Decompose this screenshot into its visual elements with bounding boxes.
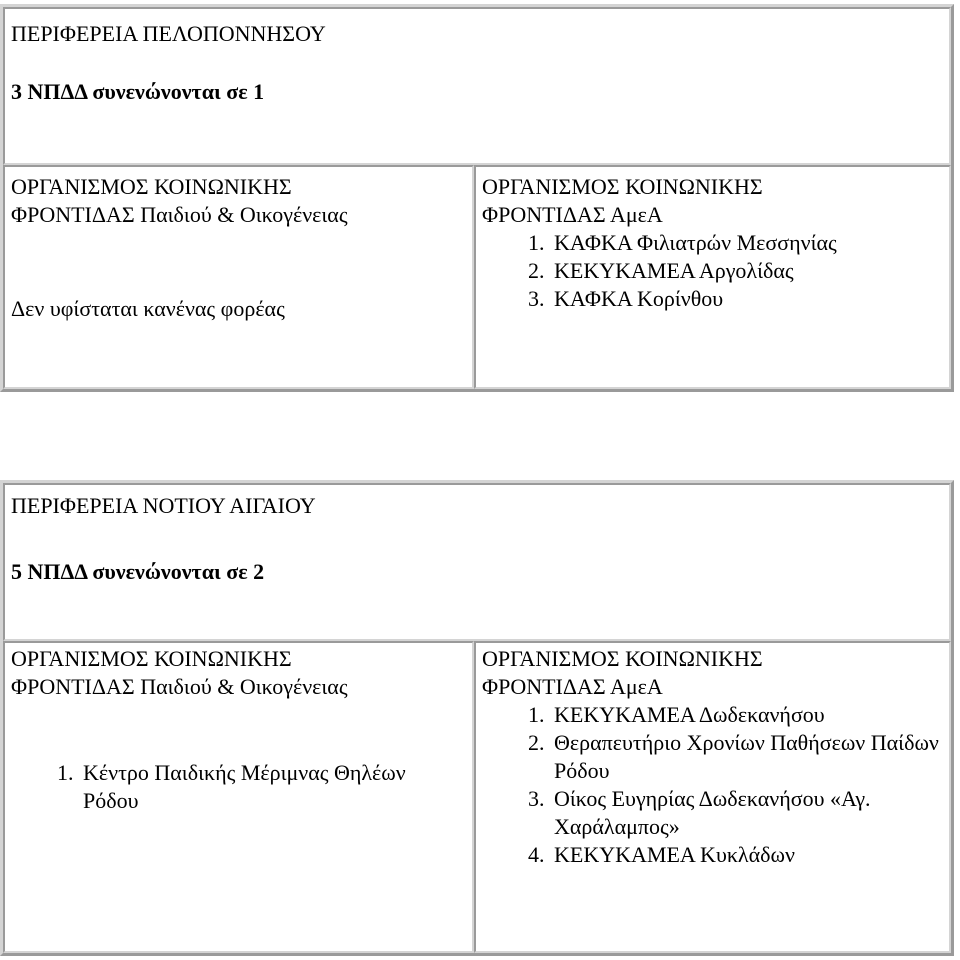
child-family-org-cell bbox=[3, 641, 474, 953]
child-family-org-cell bbox=[3, 165, 474, 389]
list-item: 4. ΚΕΚΥΚΑΜΕΑ Κυκλάδων bbox=[550, 841, 943, 869]
entity-list bbox=[482, 229, 943, 313]
org-heading-line2: ΦΡΟΝΤΙΔΑΣ ΑμεΑ bbox=[482, 202, 663, 227]
list-item: 2. Θεραπευτήριο Χρονίων Παθήσεων Παίδων Ρόδου bbox=[550, 729, 943, 785]
list-item: 1. ΚΑΦΚΑ Φιλιατρών Μεσσηνίας bbox=[550, 229, 943, 257]
org-heading-line1: ΟΡΓΑΝΙΣΜΟΣ ΚΟΙΝΩΝΙΚΗΣ bbox=[482, 646, 763, 671]
merge-summary: 3 ΝΠΔΔ συνενώνονται σε 1 bbox=[11, 79, 265, 104]
org-heading-line1: ΟΡΓΑΝΙΣΜΟΣ ΚΟΙΝΩΝΙΚΗΣ bbox=[11, 174, 292, 199]
south-aegean-title-cell bbox=[3, 483, 951, 641]
south-aegean-table bbox=[0, 480, 954, 956]
org-heading-line1: ΟΡΓΑΝΙΣΜΟΣ ΚΟΙΝΩΝΙΚΗΣ bbox=[11, 646, 292, 671]
org-heading-line2: ΦΡΟΝΤΙΔΑΣ Παιδιού & Οικογένειας bbox=[11, 202, 348, 227]
entity-list bbox=[482, 701, 943, 869]
list-item: 3. ΚΑΦΚΑ Κορίνθου bbox=[550, 285, 943, 313]
org-heading bbox=[11, 173, 466, 229]
no-entity-note: Δεν υφίσταται κανένας φορέας bbox=[11, 296, 285, 321]
org-heading-line1: ΟΡΓΑΝΙΣΜΟΣ ΚΟΙΝΩΝΙΚΗΣ bbox=[482, 174, 763, 199]
list-item: 1. Κέντρο Παιδικής Μέριμνας Θηλέων Ρόδου bbox=[79, 759, 466, 815]
peloponnese-title-cell bbox=[3, 7, 951, 165]
entity-list bbox=[11, 759, 466, 815]
org-heading-line2: ΦΡΟΝΤΙΔΑΣ Παιδιού & Οικογένειας bbox=[11, 674, 348, 699]
list-item: 2. ΚΕΚΥΚΑΜΕΑ Αργολίδας bbox=[550, 257, 943, 285]
disability-org-cell bbox=[474, 641, 951, 953]
merge-summary: 5 ΝΠΔΔ συνενώνονται σε 2 bbox=[11, 559, 265, 584]
list-item: 3. Οίκος Ευγηρίας Δωδεκανήσου «Αγ. Χαράλαμπος» bbox=[550, 785, 943, 841]
org-heading bbox=[482, 173, 943, 229]
region-title: ΠΕΡΙΦΕΡΕΙΑ ΠΕΛΟΠΟΝΝΗΣΟΥ bbox=[11, 21, 326, 46]
org-heading bbox=[11, 645, 466, 701]
org-heading bbox=[482, 645, 943, 701]
region-title: ΠΕΡΙΦΕΡΕΙΑ ΝΟΤΙΟΥ ΑΙΓΑΙΟΥ bbox=[11, 493, 316, 518]
peloponnese-table bbox=[0, 4, 954, 392]
list-item: 1. ΚΕΚΥΚΑΜΕΑ Δωδεκανήσου bbox=[550, 701, 943, 729]
org-heading-line2: ΦΡΟΝΤΙΔΑΣ ΑμεΑ bbox=[482, 674, 663, 699]
disability-org-cell bbox=[474, 165, 951, 389]
